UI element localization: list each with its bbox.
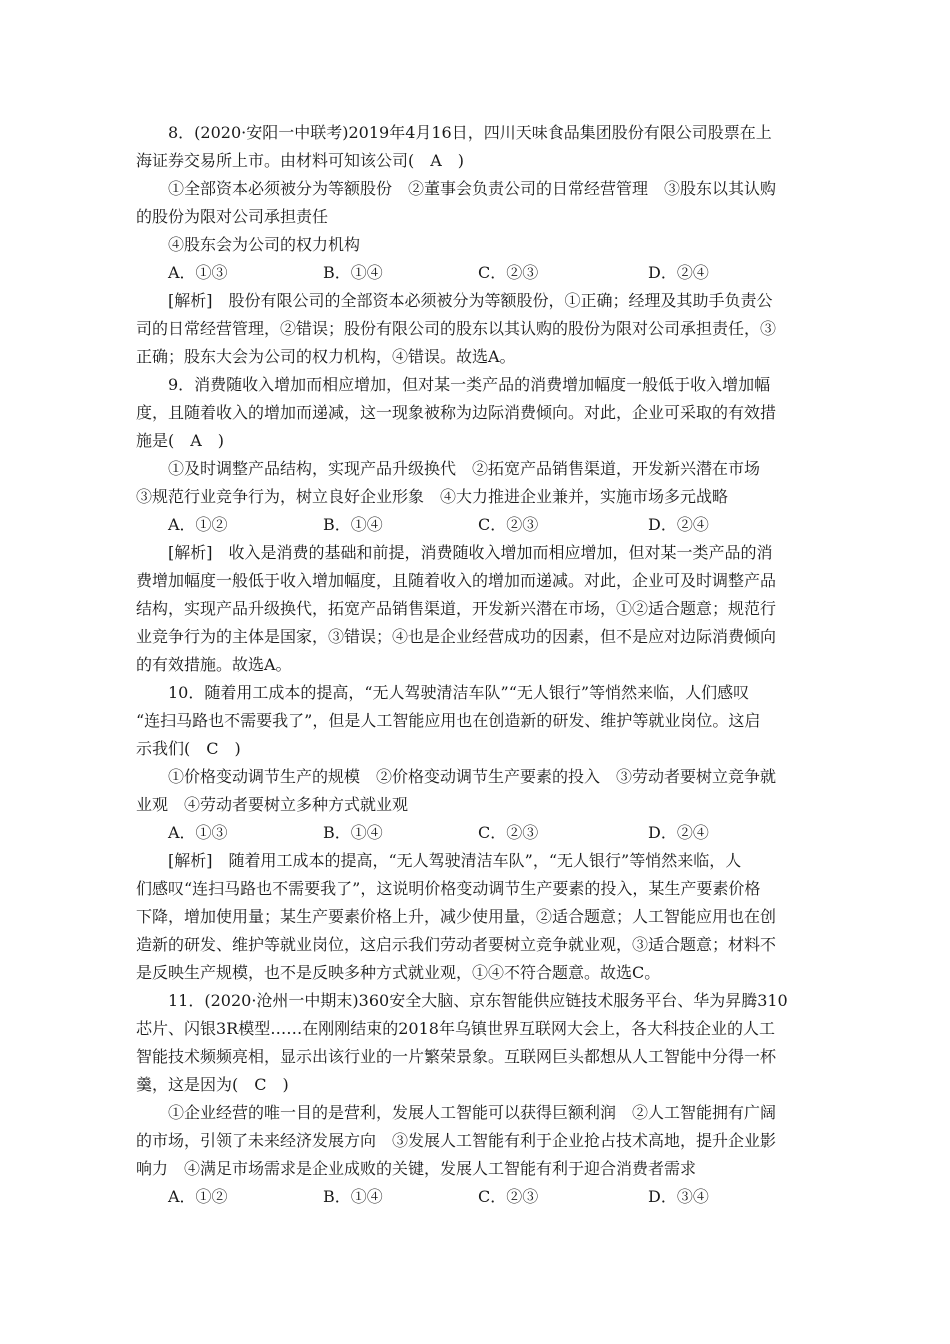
question-10-statements: 业观 ④劳动者要树立多种方式就业观 <box>136 795 409 814</box>
question-8-stem: 8．(2020·安阳一中联考)2019年4月16日，四川天味食品集团股份有限公司股票在上 <box>168 123 772 142</box>
question-9-analysis: 的有效措施。故选A。 <box>136 655 292 674</box>
question-11-stem: 芯片、闪银3R模型……在刚刚结束的2018年乌镇世界互联网大会上，各大科技企业的人工 <box>136 1019 775 1038</box>
option-b: B．①④ <box>323 1187 383 1206</box>
question-10-analysis: [解析] 随着用工成本的提高，“无人驾驶清洁车队”，“无人银行”等悄然来临，人 <box>168 851 742 870</box>
question-9-analysis: 结构，实现产品升级换代，拓宽产品销售渠道，开发新兴潜在市场，①②适合题意；规范行 <box>136 599 777 618</box>
option-b: B．①④ <box>323 515 383 534</box>
question-8-statements: ④股东会为公司的权力机构 <box>168 235 361 254</box>
option-a: A．①② <box>168 1187 228 1206</box>
question-9-statements: ③规范行业竞争行为，树立良好企业形象 ④大力推进企业兼并，实施市场多元战略 <box>136 487 729 506</box>
option-b: B．①④ <box>323 263 383 282</box>
question-11-statements: ①企业经营的唯一目的是营利，发展人工智能可以获得巨额利润 ②人工智能拥有广阔 <box>168 1103 777 1122</box>
question-11-stem: 11．(2020·沧州一中期末)360安全大脑、京东智能供应链技术服务平台、华为昇腾310 <box>168 991 788 1010</box>
option-b: B．①④ <box>323 823 383 842</box>
question-8-options <box>168 263 788 283</box>
question-8-stem: 海证券交易所上市。由材料可知该公司( A ) <box>136 151 465 170</box>
question-9-stem: 施是( A ) <box>136 431 225 450</box>
question-9-stem: 9．消费随收入增加而相应增加，但对某一类产品的消费增加幅度一般低于收入增加幅 <box>168 375 771 394</box>
question-9-stem: 度，且随着收入的增加而递减，这一现象被称为边际消费倾向。对此，企业可采取的有效措 <box>136 403 777 422</box>
option-a: A．①② <box>168 515 228 534</box>
question-9-statements: ①及时调整产品结构，实现产品升级换代 ②拓宽产品销售渠道，开发新兴潜在市场 <box>168 459 761 478</box>
question-10-stem: 10．随着用工成本的提高，“无人驾驶清洁车队”“无人银行”等悄然来临，人们感叹 <box>168 683 750 702</box>
question-10-stem: 示我们( C ) <box>136 739 241 758</box>
question-10-analysis: 们感叹“连扫马路也不需要我了”，这说明价格变动调节生产要素的投入，某生产要素价格 <box>136 879 761 898</box>
question-9-analysis: 业竞争行为的主体是国家，③错误；④也是企业经营成功的因素，但不是应对边际消费倾向 <box>136 627 777 646</box>
option-c: C．②③ <box>478 515 539 534</box>
question-8-analysis: 司的日常经营管理，②错误；股份有限公司的股东以其认购的股份为限对公司承担责任，③ <box>136 319 777 338</box>
question-8-analysis: 正确；股东大会为公司的权力机构，④错误。故选A。 <box>136 347 516 366</box>
question-8-statements: ①全部资本必须被分为等额股份 ②董事会负责公司的日常经营管理 ③股东以其认购 <box>168 179 777 198</box>
question-10-options <box>168 823 788 843</box>
question-11-stem: 智能技术频频亮相，显示出该行业的一片繁荣景象。互联网巨头都想从人工智能中分得一杯 <box>136 1047 777 1066</box>
option-a: A．①③ <box>168 263 228 282</box>
question-11-options <box>168 1187 788 1207</box>
question-11-statements: 响力 ④满足市场需求是企业成败的关键，发展人工智能有利于迎合消费者需求 <box>136 1159 697 1178</box>
question-8-analysis: [解析] 股份有限公司的全部资本必须被分为等额股份，①正确；经理及其助手负责公 <box>168 291 773 310</box>
option-d: D．②④ <box>648 263 709 282</box>
question-9-analysis: [解析] 收入是消费的基础和前提，消费随收入增加而相应增加，但对某一类产品的消 <box>168 543 773 562</box>
question-11-statements: 的市场，引领了未来经济发展方向 ③发展人工智能有利于企业抢占技术高地，提升企业影 <box>136 1131 777 1150</box>
option-c: C．②③ <box>478 1187 539 1206</box>
question-10-analysis: 是反映生产规模，也不是反映多种方式就业观，①④不符合题意。故选C。 <box>136 963 661 982</box>
question-9-analysis: 费增加幅度一般低于收入增加幅度，且随着收入的增加而递减。对此，企业可及时调整产品 <box>136 571 777 590</box>
question-9-options <box>168 515 788 535</box>
question-10-statements: ①价格变动调节生产的规模 ②价格变动调节生产要素的投入 ③劳动者要树立竞争就 <box>168 767 777 786</box>
question-10-stem: “连扫马路也不需要我了”，但是人工智能应用也在创造新的研发、维护等就业岗位。这启 <box>136 711 761 730</box>
question-10-analysis: 下降，增加使用量；某生产要素价格上升，减少使用量，②适合题意；人工智能应用也在创 <box>136 907 777 926</box>
option-d: D．③④ <box>648 1187 709 1206</box>
question-8-statements: 的股份为限对公司承担责任 <box>136 207 329 226</box>
option-c: C．②③ <box>478 263 539 282</box>
option-a: A．①③ <box>168 823 228 842</box>
option-d: D．②④ <box>648 515 709 534</box>
option-c: C．②③ <box>478 823 539 842</box>
option-d: D．②④ <box>648 823 709 842</box>
question-10-analysis: 造新的研发、维护等就业岗位，这启示我们劳动者要树立竞争就业观，③适合题意；材料不 <box>136 935 777 954</box>
question-11-stem: 羹，这是因为( C ) <box>136 1075 289 1094</box>
